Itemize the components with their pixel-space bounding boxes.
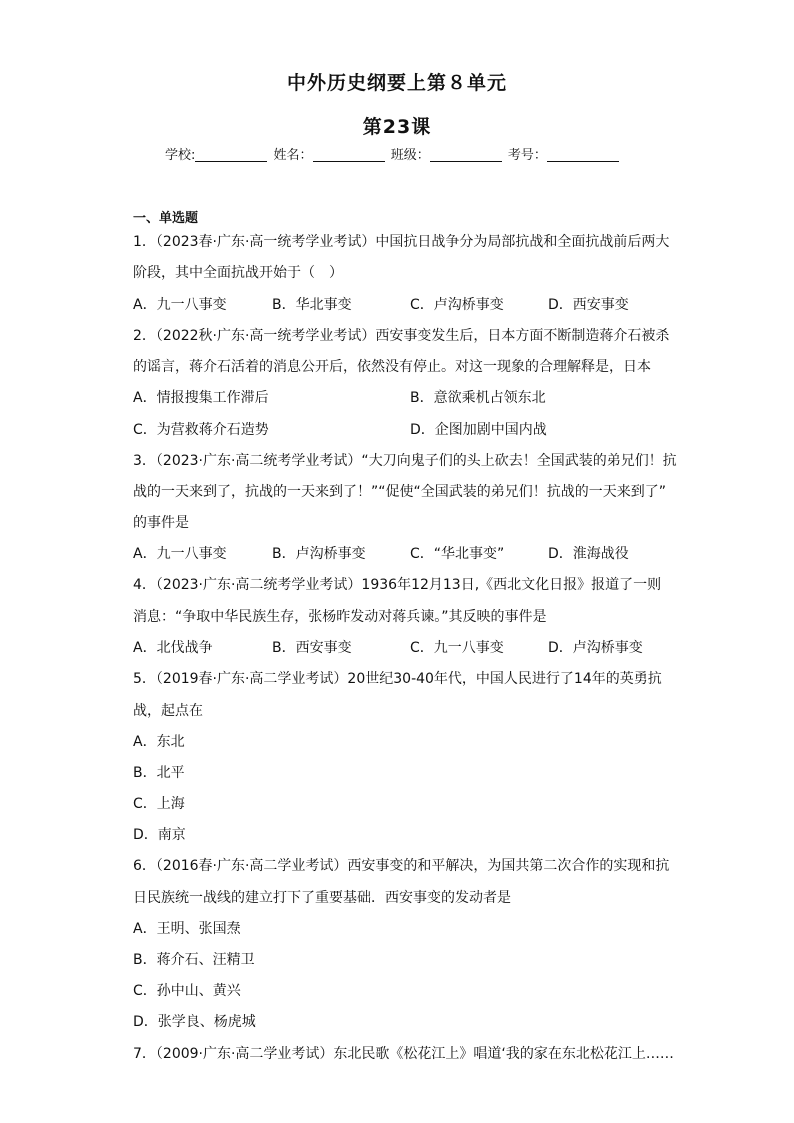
class-label: 班级： bbox=[390, 148, 430, 163]
question-3-line-2: 战的一天来到了，抗战的一天来到了！”“促使“全国武装的弟兄们！抗战的一天来到了” bbox=[133, 484, 667, 500]
question-5-line-2: 战，起点在 bbox=[133, 703, 203, 719]
question-4-line-1: 4．（2023·广东·高二统考学业考试）1936年12月13日,《西北文化日报》报道了一则 bbox=[133, 577, 662, 593]
q3-option-a: A．九一八事变 bbox=[133, 546, 227, 562]
exam-number-blank bbox=[547, 147, 619, 162]
school-blank bbox=[195, 147, 267, 162]
q3-option-d: D．淮海战役 bbox=[548, 546, 629, 562]
q6-option-d: D．张学良、杨虎城 bbox=[133, 1014, 256, 1030]
q2-option-b: B．意欲乘机占领东北 bbox=[410, 390, 546, 406]
q2-option-c: C．为营救蒋介石造势 bbox=[133, 422, 269, 438]
question-1-line-2: 阶段，其中全面抗战开始于（ ） bbox=[133, 265, 343, 281]
section-heading: 一、单选题 bbox=[133, 211, 199, 226]
name-blank bbox=[313, 147, 385, 162]
question-3-line-3: 的事件是 bbox=[133, 515, 189, 531]
q2-option-a: A．情报搜集工作滞后 bbox=[133, 390, 269, 406]
question-7-line-1: 7．（2009·广东·高二学业考试）东北民歌《松花江上》唱道‘我的家在东北松花江上…… bbox=[133, 1046, 674, 1062]
lesson-subtitle: 第23课 bbox=[362, 116, 432, 138]
question-1-line-1: 1．（2023春·广东·高一统考学业考试）中国抗日战争分为局部抗战和全面抗战前后两大 bbox=[133, 234, 670, 250]
q4-option-a: A．北伐战争 bbox=[133, 640, 213, 656]
question-6-line-1: 6．（2016春·广东·高二学业考试）西安事变的和平解决，为国共第二次合作的实现和抗 bbox=[133, 858, 670, 874]
q1-option-b: B．华北事变 bbox=[272, 297, 352, 313]
q1-option-d: D．西安事变 bbox=[548, 297, 629, 313]
name-label: 姓名： bbox=[273, 148, 313, 163]
q1-option-c: C．卢沟桥事变 bbox=[410, 297, 504, 313]
student-info-line bbox=[165, 144, 621, 163]
question-2-line-1: 2．（2022秋·广东·高一统考学业考试）西安事变发生后，日本方面不断制造蒋介石被杀 bbox=[133, 328, 670, 344]
question-4-line-2: 消息：“争取中华民族生存，张杨昨发动对蒋兵谏。”其反映的事件是 bbox=[133, 609, 547, 625]
exam-number-label: 考号： bbox=[507, 148, 547, 163]
q5-option-c: C．上海 bbox=[133, 796, 185, 812]
q3-option-c: C．“华北事变” bbox=[410, 546, 505, 562]
q5-option-a: A．东北 bbox=[133, 734, 185, 750]
school-label: 学校: bbox=[165, 148, 196, 163]
q5-option-d: D．南京 bbox=[133, 827, 186, 843]
page-title: 中外历史纲要上第８单元 bbox=[286, 72, 507, 94]
q2-option-d: D．企图加剧中国内战 bbox=[410, 422, 547, 438]
q6-option-a: A．王明、张国焘 bbox=[133, 921, 241, 937]
q6-option-b: B．蒋介石、汪精卫 bbox=[133, 952, 255, 968]
question-3-line-1: 3．（2023·广东·高二统考学业考试）“大刀向鬼子们的头上砍去！全国武装的弟兄们！抗 bbox=[133, 453, 677, 469]
q1-option-a: A．九一八事变 bbox=[133, 297, 227, 313]
class-blank bbox=[430, 147, 502, 162]
q3-option-b: B．卢沟桥事变 bbox=[272, 546, 366, 562]
question-2-line-2: 的谣言，蒋介石活着的消息公开后，依然没有停止。对这一现象的合理解释是，日本 bbox=[133, 359, 651, 375]
q4-option-d: D．卢沟桥事变 bbox=[548, 640, 643, 656]
q5-option-b: B．北平 bbox=[133, 765, 185, 781]
q4-option-b: B．西安事变 bbox=[272, 640, 352, 656]
q4-option-c: C．九一八事变 bbox=[410, 640, 504, 656]
q6-option-c: C．孙中山、黄兴 bbox=[133, 983, 241, 999]
question-5-line-1: 5．（2019春·广东·高二学业考试）20世纪30-40年代，中国人民进行了14年的英勇抗 bbox=[133, 671, 662, 687]
question-6-line-2: 日民族统一战线的建立打下了重要基础．西安事变的发动者是 bbox=[133, 890, 511, 906]
